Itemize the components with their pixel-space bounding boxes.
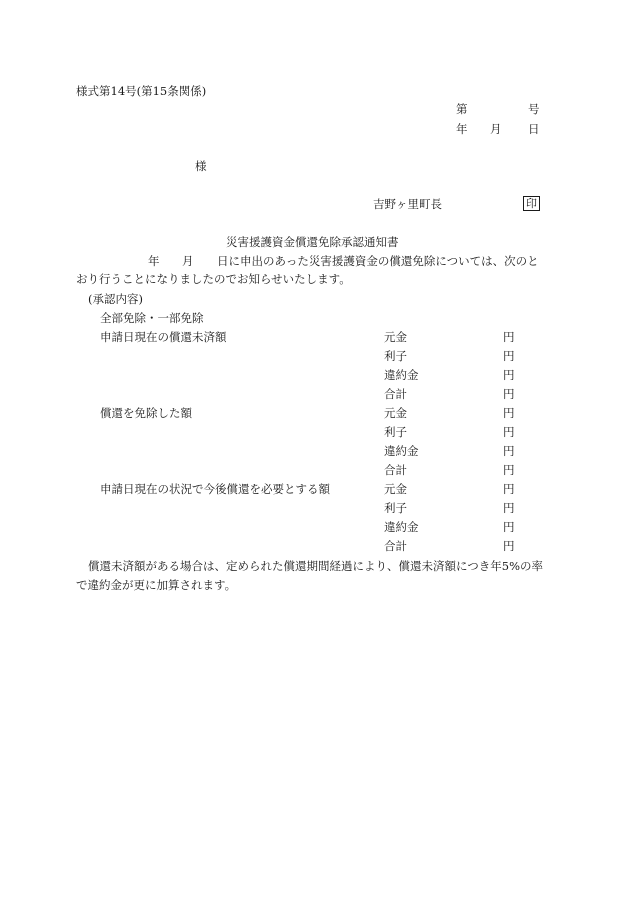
item-label: 違約金 xyxy=(384,368,419,382)
item-label: 利子 xyxy=(384,349,407,363)
currency-unit: 円 xyxy=(503,425,515,439)
currency-unit: 円 xyxy=(503,444,515,458)
currency-unit: 円 xyxy=(503,349,515,363)
section-label: 申請日現在の状況で今後償還を必要とする額 xyxy=(100,482,330,496)
item-label: 利子 xyxy=(384,501,407,515)
currency-unit: 円 xyxy=(503,463,515,477)
currency-unit: 円 xyxy=(503,387,515,401)
item-label: 元金 xyxy=(384,482,407,496)
date-month: 月 xyxy=(490,122,502,136)
currency-unit: 円 xyxy=(503,368,515,382)
currency-unit: 円 xyxy=(503,482,515,496)
currency-unit: 円 xyxy=(503,520,515,534)
item-label: 元金 xyxy=(384,330,407,344)
seal-mark: 印 xyxy=(523,196,540,211)
currency-unit: 円 xyxy=(503,406,515,420)
intro-year: 年 xyxy=(148,254,160,268)
section-label: 申請日現在の償還未済額 xyxy=(100,330,227,344)
currency-unit: 円 xyxy=(503,539,515,553)
item-label: 合計 xyxy=(384,387,407,401)
item-label: 違約金 xyxy=(384,444,419,458)
number-prefix: 第 xyxy=(456,102,468,116)
date-day: 日 xyxy=(528,122,540,136)
date-year: 年 xyxy=(456,122,468,136)
currency-unit: 円 xyxy=(503,330,515,344)
currency-unit: 円 xyxy=(503,501,515,515)
item-label: 違約金 xyxy=(384,520,419,534)
intro-line2: おり行うことになりましたのでお知らせいたします。 xyxy=(76,272,351,286)
intro-month: 月 xyxy=(182,254,194,268)
addressee-suffix: 様 xyxy=(195,159,207,173)
number-suffix: 号 xyxy=(528,102,540,116)
issuer: 吉野ヶ里町長 xyxy=(373,197,442,211)
form-id: 様式第14号(第15条関係) xyxy=(76,84,207,98)
approval-heading: (承認内容) xyxy=(88,292,143,306)
document-title: 災害援護資金償還免除承認通知書 xyxy=(226,235,399,249)
item-label: 利子 xyxy=(384,425,407,439)
exemption-type: 全部免除・一部免除 xyxy=(100,311,204,325)
intro-line1-rest: 日に申出のあった災害援護資金の償還免除については、次のと xyxy=(217,254,539,268)
item-label: 元金 xyxy=(384,406,407,420)
note-line1: 償還未済額がある場合は、定められた償還期間経過により、償還未済額につき年5%の率 xyxy=(88,559,544,573)
note-line2: で違約金が更に加算されます。 xyxy=(76,578,237,592)
item-label: 合計 xyxy=(384,463,407,477)
section-label: 償還を免除した額 xyxy=(100,406,192,420)
item-label: 合計 xyxy=(384,539,407,553)
